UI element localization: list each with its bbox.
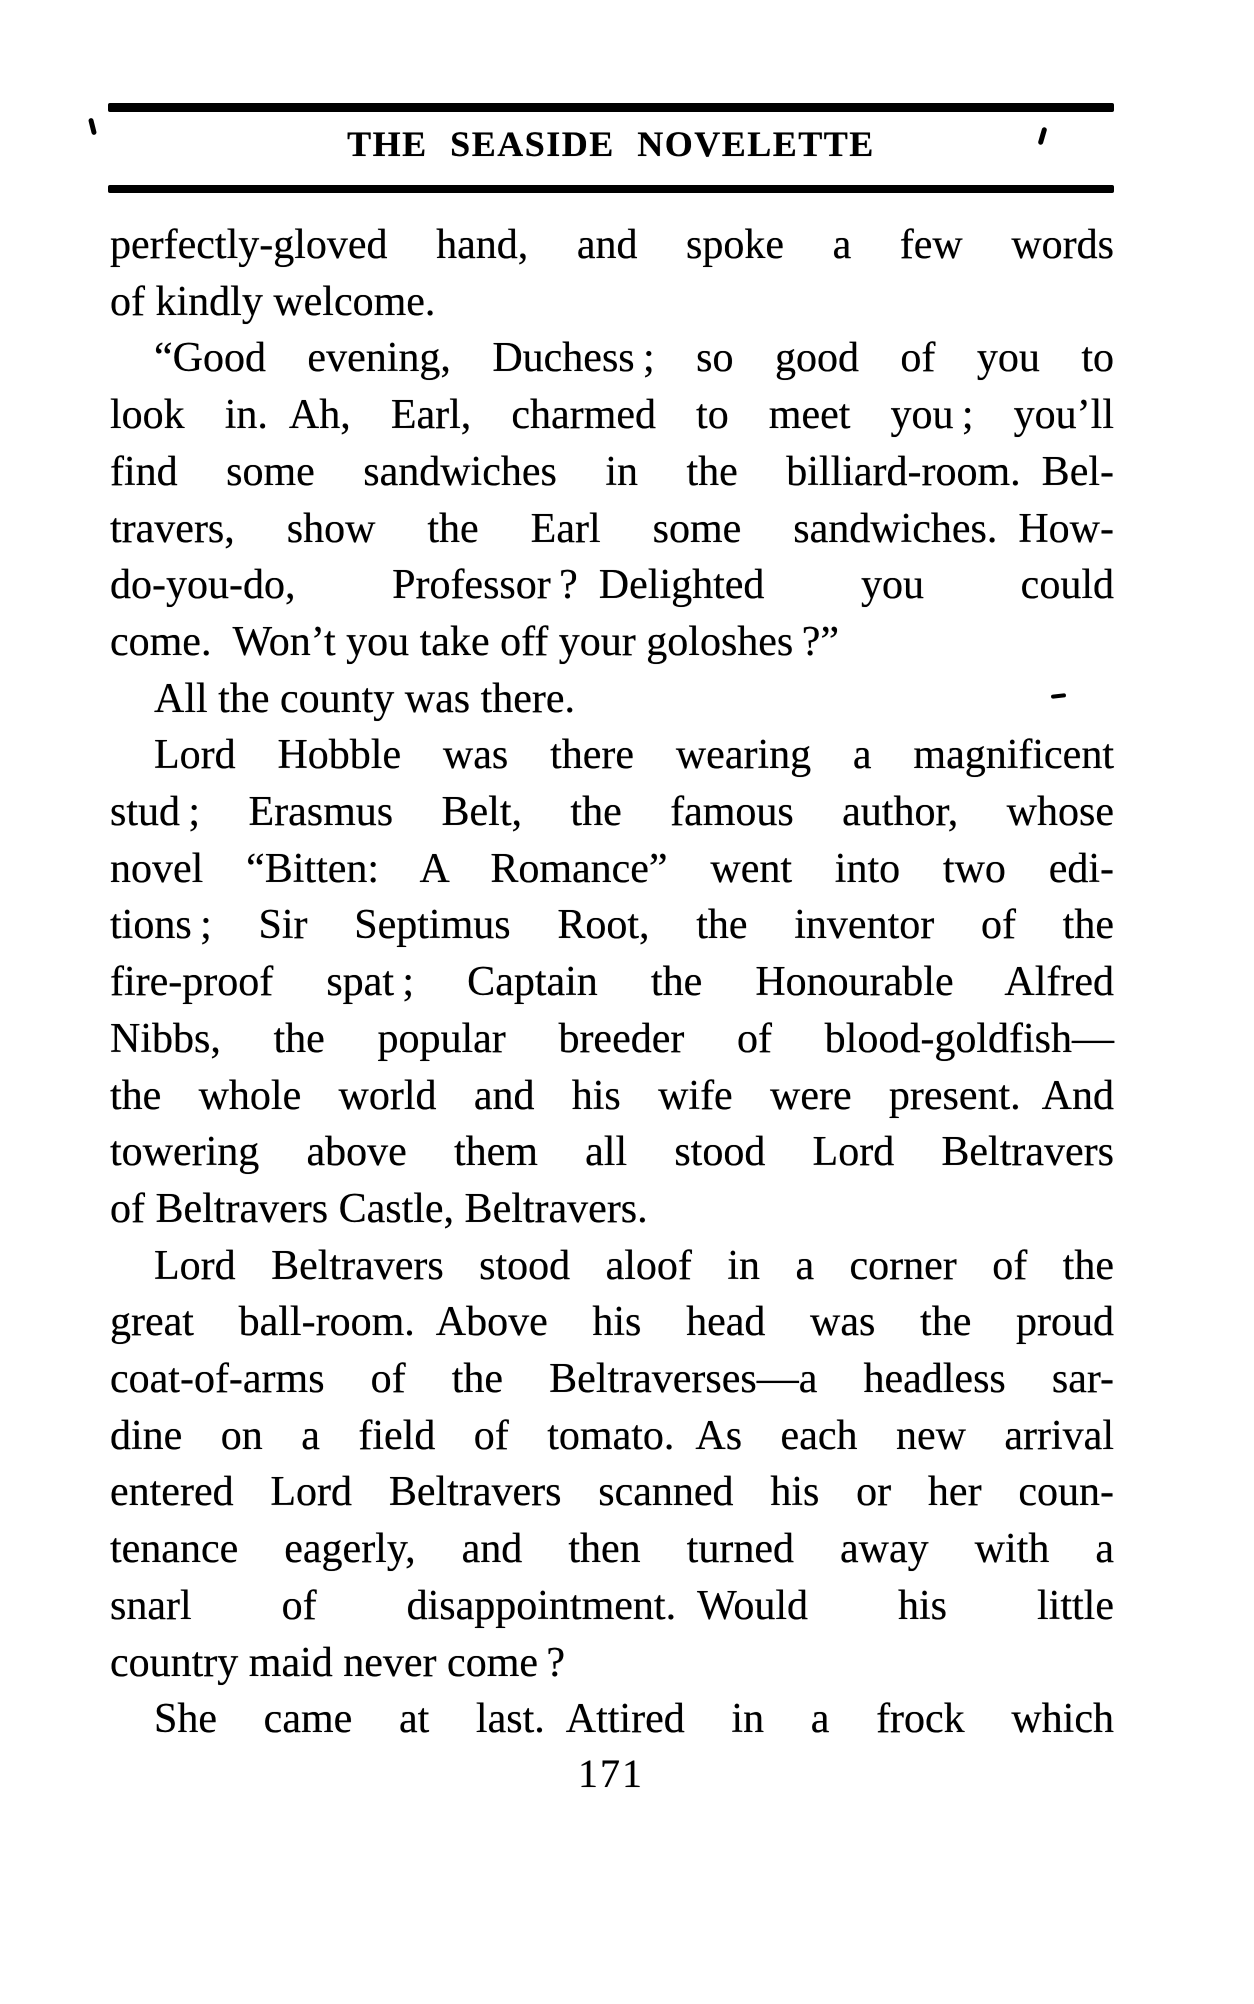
text-line: dine on a field of tomato. As each new arrival (110, 1412, 1114, 1459)
text-line: fire-proof spat ; Captain the Honourable Alfred (110, 959, 1114, 1006)
text-line: perfectly-gloved hand, and spoke a few words (110, 222, 1114, 268)
text-line: find some sandwiches in the billiard-room. Bel- (110, 448, 1114, 495)
page-number: 171 (578, 1751, 644, 1796)
text-line: travers, show the Earl some sandwiches. How- (110, 505, 1114, 552)
text-line: stud ; Erasmus Belt, the famous author, whose (110, 789, 1114, 836)
text-line: tions ; Sir Septimus Root, the inventor of the (110, 902, 1114, 949)
text-line: country maid never come ? (110, 1639, 566, 1686)
text-line: of kindly welcome. (110, 278, 436, 325)
header-rule-top (108, 103, 1114, 112)
ink-speck-left (88, 118, 97, 136)
text-line: All the county was there. (154, 675, 576, 722)
text-line: She came at last. Attired in a frock which (154, 1696, 1114, 1743)
running-header-title: THE SEASIDE NOVELETTE (347, 124, 875, 164)
header-rule-bottom (108, 185, 1114, 193)
text-line: novel “Bitten: A Romance” went into two edi- (110, 845, 1114, 892)
text-line: of Beltravers Castle, Beltravers. (110, 1185, 648, 1232)
text-line: look in. Ah, Earl, charmed to meet you ; you’ll (110, 392, 1114, 439)
text-line: do-you-do, Professor ? Delighted you could (110, 562, 1114, 609)
text-line: tenance eagerly, and then turned away with a (110, 1526, 1114, 1573)
text-line: Lord Beltravers stood aloof in a corner of the (154, 1242, 1114, 1289)
text-line: Lord Hobble was there wearing a magnificent (154, 732, 1114, 779)
text-line: towering above them all stood Lord Beltravers (110, 1129, 1114, 1176)
page-body-text (110, 217, 1114, 1748)
text-line: come. Won’t you take off your goloshes ?” (110, 618, 839, 665)
text-line: coat-of-arms of the Beltraverses—a headless sar- (110, 1356, 1114, 1403)
text-line: “Good evening, Duchess ; so good of you to (154, 335, 1114, 382)
text-line: snarl of disappointment. Would his little (110, 1582, 1114, 1629)
text-line: Nibbs, the popular breeder of blood-goldfish— (110, 1015, 1114, 1062)
text-line: entered Lord Beltravers scanned his or her coun- (110, 1469, 1114, 1516)
text-line: the whole world and his wife were present. And (110, 1072, 1114, 1119)
text-line: great ball-room. Above his head was the proud (110, 1299, 1114, 1346)
